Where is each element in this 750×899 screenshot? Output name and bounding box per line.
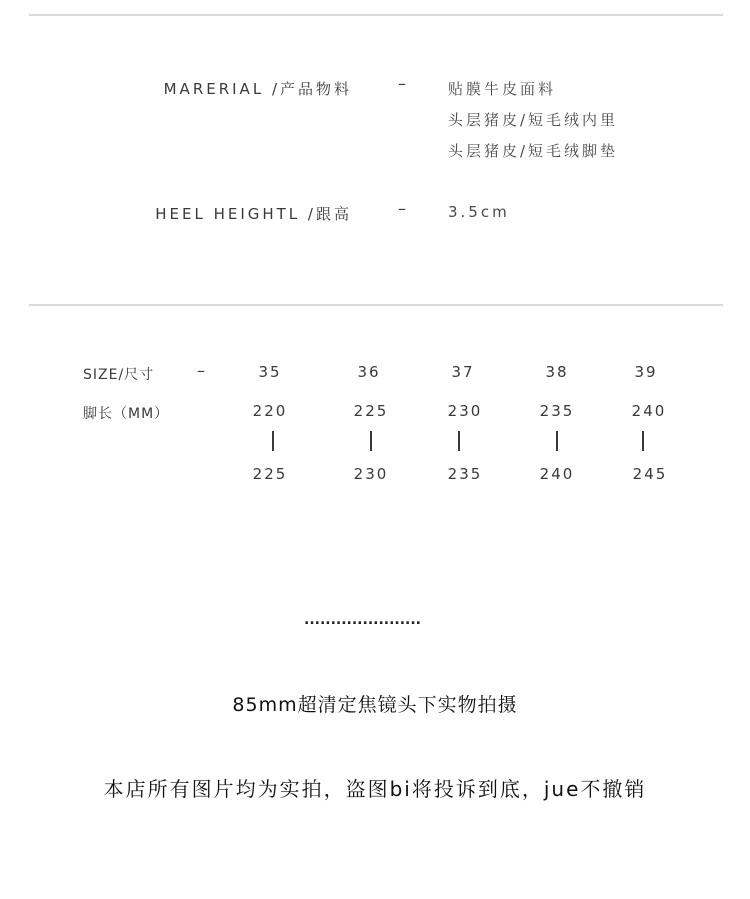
length-from-39: 240 bbox=[631, 402, 667, 420]
middle-divider bbox=[29, 304, 723, 306]
length-from-37: 230 bbox=[447, 402, 483, 420]
range-separator bbox=[272, 431, 274, 451]
material-dash: – bbox=[398, 74, 406, 93]
length-from-36: 225 bbox=[353, 402, 389, 420]
heel-height-value: 3.5cm bbox=[448, 203, 510, 221]
range-separator bbox=[556, 431, 558, 451]
size-35: 35 bbox=[258, 363, 282, 381]
top-divider bbox=[29, 14, 723, 16]
material-value-1: 贴膜牛皮面料 bbox=[448, 80, 557, 98]
copyright-notice: 本店所有图片均为实拍，盗图bi将投诉到底，jue不撤销 bbox=[103, 777, 647, 801]
size-dash: – bbox=[197, 361, 205, 380]
size-38: 38 bbox=[545, 363, 569, 381]
size-37: 37 bbox=[451, 363, 475, 381]
length-from-38: 235 bbox=[539, 402, 575, 420]
heel-height-label: HEEL HEIGHTL /跟高 bbox=[155, 205, 352, 223]
length-to-39: 245 bbox=[632, 465, 668, 483]
size-39: 39 bbox=[634, 363, 658, 381]
length-to-35: 225 bbox=[252, 465, 288, 483]
range-separator bbox=[642, 431, 644, 451]
size-36: 36 bbox=[357, 363, 381, 381]
dotted-divider: ...................... bbox=[304, 612, 422, 628]
photo-caption: 85mm超清定焦镜头下实物拍摄 bbox=[232, 694, 518, 716]
heel-height-dash: – bbox=[398, 199, 406, 218]
length-to-37: 235 bbox=[447, 465, 483, 483]
material-value-2: 头层猪皮/短毛绒内里 bbox=[448, 111, 619, 129]
length-to-38: 240 bbox=[539, 465, 575, 483]
range-separator bbox=[458, 431, 460, 451]
material-value-3: 头层猪皮/短毛绒脚垫 bbox=[448, 142, 619, 160]
length-from-35: 220 bbox=[252, 402, 288, 420]
length-to-36: 230 bbox=[353, 465, 389, 483]
range-separator bbox=[370, 431, 372, 451]
material-label: MARERIAL /产品物料 bbox=[163, 80, 352, 98]
size-label: SIZE/尺寸 bbox=[83, 367, 155, 383]
foot-length-label: 脚长（MM） bbox=[83, 406, 170, 422]
